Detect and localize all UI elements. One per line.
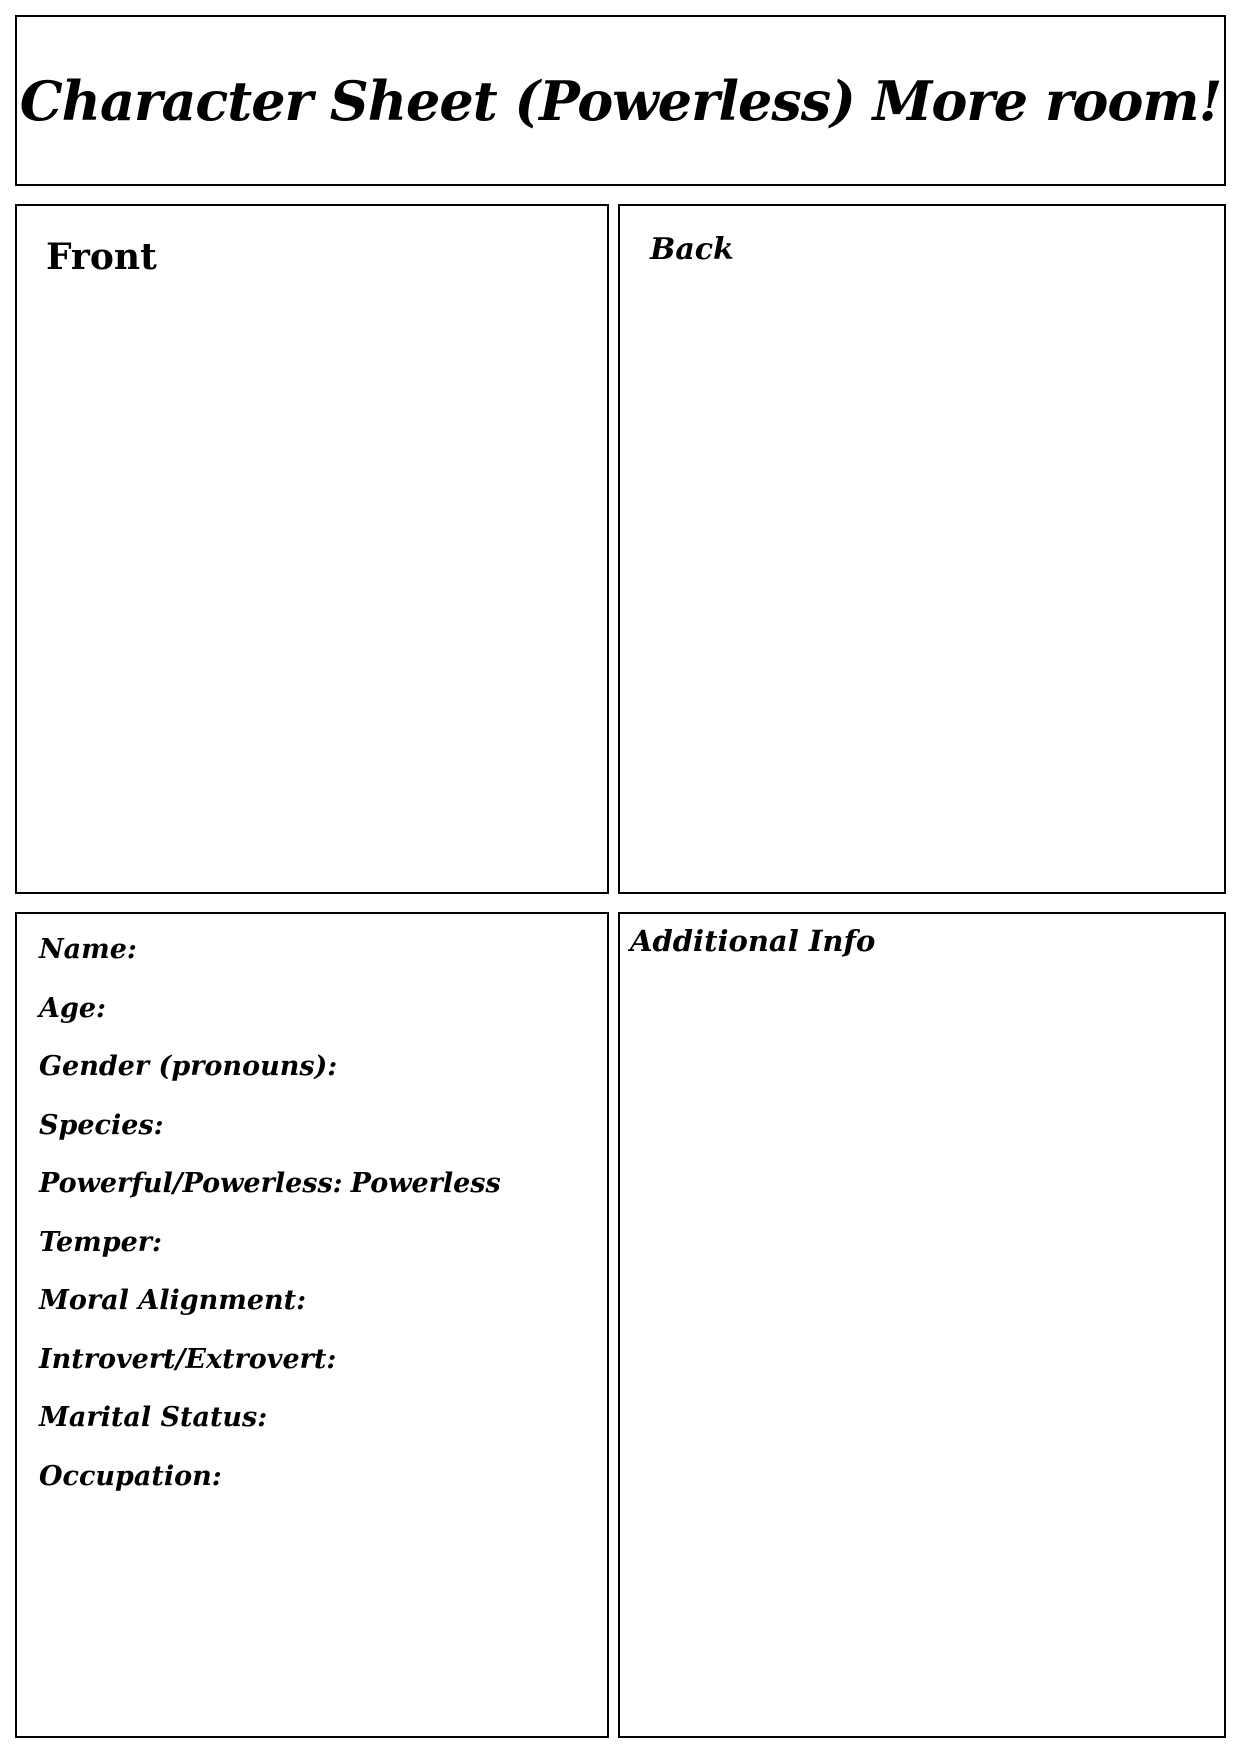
field-power-status (39, 1164, 501, 1223)
field-temper (39, 1223, 501, 1282)
field-name (39, 930, 501, 989)
field-label: Age: (39, 992, 106, 1024)
back-label: Back (650, 232, 734, 267)
field-moral-alignment (39, 1281, 501, 1340)
field-label: Introvert/Extrovert: (39, 1343, 337, 1375)
field-value: Powerless (350, 1168, 501, 1199)
character-info-panel (15, 912, 609, 1738)
character-fields-list (39, 930, 501, 1515)
field-label: Occupation: (39, 1460, 222, 1492)
additional-info-label: Additional Info (630, 924, 876, 958)
field-label: Powerful/Powerless: (39, 1168, 343, 1199)
field-label: Marital Status: (39, 1402, 268, 1433)
field-introvert-extrovert (39, 1340, 501, 1399)
field-marital-status (39, 1398, 501, 1457)
field-label: Species: (39, 1109, 164, 1141)
field-species (39, 1106, 501, 1165)
field-gender (39, 1047, 501, 1106)
front-view-panel (15, 204, 609, 894)
sheet-title: Character Sheet (Powerless) More room! (19, 68, 1222, 133)
front-label: Front (46, 236, 157, 278)
back-view-panel (618, 204, 1226, 894)
additional-info-panel (618, 912, 1226, 1738)
field-label: Name: (39, 934, 137, 965)
field-age (39, 989, 501, 1048)
field-occupation (39, 1457, 501, 1516)
field-label: Gender (pronouns): (39, 1051, 338, 1082)
field-label: Moral Alignment: (39, 1285, 307, 1316)
field-label: Temper: (39, 1226, 162, 1258)
title-panel (15, 15, 1226, 186)
